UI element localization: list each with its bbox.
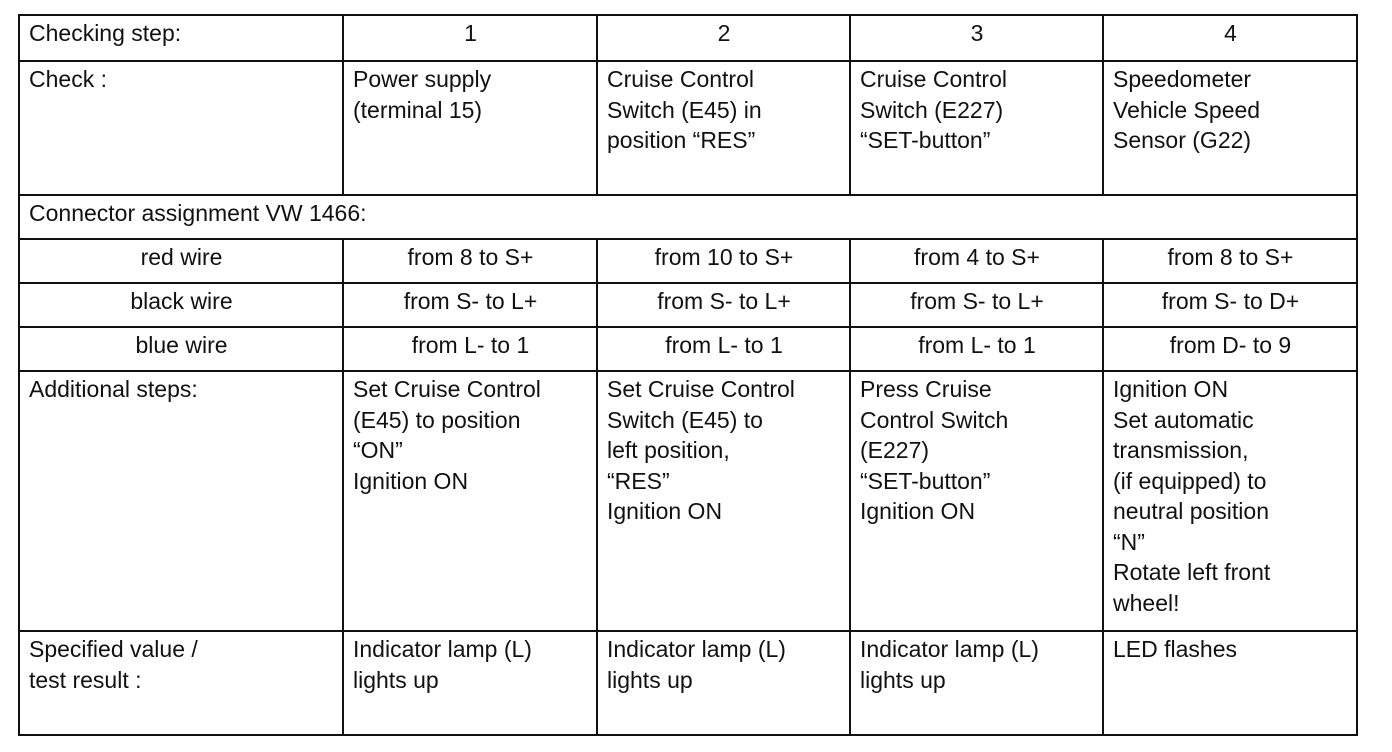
cell-line: lights up: [353, 666, 439, 693]
cell-line: Ignition ON: [607, 498, 723, 524]
cell-line: Rotate left front: [1113, 559, 1271, 585]
additional-steps-row: [19, 371, 1357, 631]
cell-line: “SET-button”: [860, 127, 991, 153]
wire-row: [19, 239, 1357, 283]
result-row: [19, 631, 1357, 735]
check-cell: [597, 61, 850, 195]
cell-line: “SET-button”: [860, 467, 991, 494]
check-cell: [343, 61, 597, 195]
wire-cell: from L- to 1: [343, 327, 597, 371]
cell-line: lights up: [860, 666, 946, 693]
cell-line: (terminal 15): [353, 96, 483, 123]
cell-line: Indicator lamp (L): [860, 636, 1039, 662]
additional-cell: [597, 371, 850, 631]
cell-line: neutral position: [1113, 498, 1269, 524]
cell-line: left position,: [607, 437, 730, 463]
connector-row: [19, 195, 1357, 239]
wire-cell: from D- to 9: [1103, 327, 1357, 371]
result-cell: [1103, 631, 1357, 735]
cell-line: lights up: [607, 666, 693, 693]
cell-line: “N”: [1113, 528, 1145, 555]
cell-line: Speedometer: [1113, 66, 1252, 92]
wire-cell: from S- to L+: [850, 283, 1103, 327]
result-cell: [850, 631, 1103, 735]
cell-line: Set automatic: [1113, 406, 1254, 433]
cell-line: Control Switch: [860, 406, 1009, 433]
cell-line: Set Cruise Control: [607, 376, 795, 402]
wire-cell: from 8 to S+: [343, 239, 597, 283]
check-cell: [1103, 61, 1357, 195]
cell-line: Switch (E45) in: [607, 96, 762, 123]
connector-assignment-label: Connector assignment VW 1466:: [19, 195, 1357, 239]
wire-cell: from S- to L+: [343, 283, 597, 327]
row-label-checking-step: Checking step:: [19, 15, 343, 61]
cell-line: Cruise Control: [607, 66, 754, 92]
cell-line: Power supply: [353, 66, 492, 92]
wire-label: blue wire: [19, 327, 343, 371]
checking-table: [18, 14, 1358, 736]
wire-label: red wire: [19, 239, 343, 283]
cell-line: Switch (E45) to: [607, 406, 763, 433]
wire-label: black wire: [19, 283, 343, 327]
cell-line: position “RES”: [607, 127, 756, 153]
cell-line: “RES”: [607, 467, 670, 494]
cell-line: Ignition ON: [860, 498, 976, 524]
wire-row: [19, 327, 1357, 371]
result-cell: [343, 631, 597, 735]
wire-cell: from 4 to S+: [850, 239, 1103, 283]
wire-cell: from S- to L+: [597, 283, 850, 327]
cell-line: Ignition ON: [353, 467, 469, 494]
header-row: [19, 15, 1357, 61]
row-label-specified-value: [19, 631, 343, 735]
step-number: 2: [597, 15, 850, 61]
wire-row: [19, 283, 1357, 327]
cell-line: Cruise Control: [860, 66, 1007, 92]
step-number: 4: [1103, 15, 1357, 61]
cell-line: test result :: [29, 666, 142, 693]
wire-cell: from 10 to S+: [597, 239, 850, 283]
additional-cell: [343, 371, 597, 631]
row-label-check: Check :: [19, 61, 343, 195]
step-number: 1: [343, 15, 597, 61]
result-cell: [597, 631, 850, 735]
wire-cell: from L- to 1: [850, 327, 1103, 371]
cell-line: Specified value /: [29, 636, 198, 662]
cell-line: Ignition ON: [1113, 376, 1229, 402]
wire-cell: from L- to 1: [597, 327, 850, 371]
cell-line: “ON”: [353, 437, 403, 463]
additional-cell: [1103, 371, 1357, 631]
cell-line: (E45) to position: [353, 406, 521, 433]
step-number: 3: [850, 15, 1103, 61]
check-row: [19, 61, 1357, 195]
wire-cell: from S- to D+: [1103, 283, 1357, 327]
cell-line: transmission,: [1113, 437, 1249, 463]
cell-line: Sensor (G22): [1113, 127, 1252, 153]
cell-line: LED flashes: [1113, 636, 1238, 662]
row-label-additional-steps: Additional steps:: [19, 371, 343, 631]
cell-line: Indicator lamp (L): [607, 636, 786, 662]
cell-line: wheel!: [1113, 589, 1180, 616]
check-cell: [850, 61, 1103, 195]
cell-line: Indicator lamp (L): [353, 636, 532, 662]
cell-line: Vehicle Speed: [1113, 96, 1261, 123]
wire-cell: from 8 to S+: [1103, 239, 1357, 283]
cell-line: (E227): [860, 437, 930, 463]
cell-line: Set Cruise Control: [353, 376, 541, 402]
cell-line: Switch (E227): [860, 96, 1004, 123]
additional-cell: [850, 371, 1103, 631]
cell-line: Press Cruise: [860, 376, 992, 402]
cell-line: (if equipped) to: [1113, 467, 1267, 494]
